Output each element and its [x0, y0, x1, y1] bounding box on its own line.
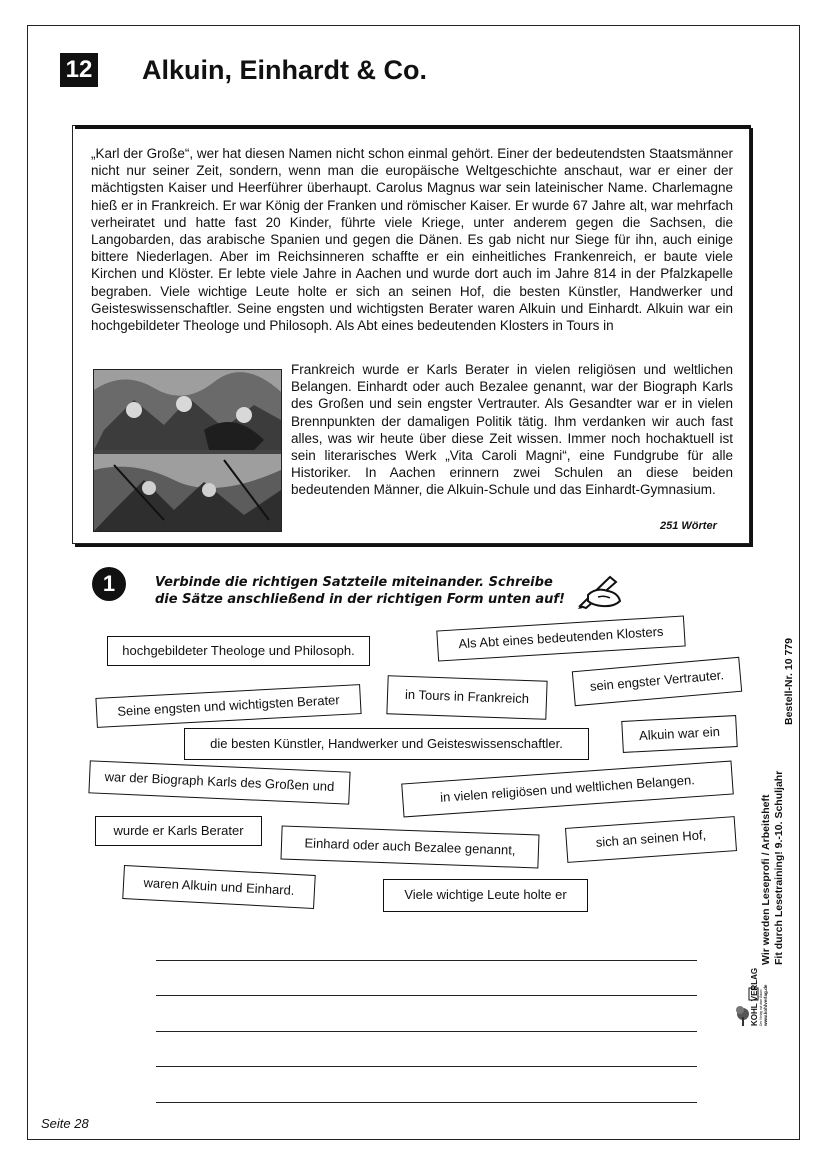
medieval-illustration: [93, 369, 282, 532]
page-number: Seite 28: [41, 1116, 89, 1131]
sentence-strip[interactable]: Viele wichtige Leute holte er: [383, 879, 588, 912]
sentence-strip[interactable]: sich an seinen Hof,: [565, 816, 737, 863]
series-line: Wir werden Leseprofi / Arbeitsheft: [760, 794, 772, 965]
series-info: [760, 771, 786, 965]
task-instruction-line: die Sätze anschließend in der richtigen Form unten auf!: [155, 592, 565, 607]
sentence-strip[interactable]: Seine engsten und wichtigsten Berater: [95, 684, 361, 728]
sentence-strip[interactable]: in vielen religiösen und weltlichen Belangen.: [401, 760, 734, 817]
writing-hand-icon: [574, 573, 624, 609]
sentence-strip[interactable]: hochgebildeter Theologe und Philosoph.: [107, 636, 370, 666]
page-title: Alkuin, Einhardt & Co.: [142, 55, 428, 85]
sentence-strip[interactable]: Als Abt eines bedeutenden Klosters: [436, 615, 685, 661]
answer-line[interactable]: [156, 1102, 697, 1103]
answer-line[interactable]: [156, 1031, 697, 1032]
text-box-top-bar: [75, 125, 751, 129]
task-instruction-line: Verbinde die richtigen Satzteile miteinander. Schreibe: [155, 575, 553, 590]
publisher-slogan: Der Verlag mit dem Baum: [759, 989, 763, 1026]
publisher-url: www.kohlverlag.de: [763, 984, 768, 1026]
sentence-strip[interactable]: war der Biograph Karls des Großen und: [88, 760, 350, 804]
sentence-strip[interactable]: wurde er Karls Berater: [95, 816, 262, 846]
series-line: Fit durch Lesetraining! 9.-10. Schuljahr: [773, 770, 785, 965]
reading-paragraph-top: „Karl der Große“, wer hat diesen Namen nicht schon einmal gehört. Einer der bedeutendsten Staatsmänner nicht nur seiner Zeit, sondern, wenn man die europäische Weltgeschichte anschaut, war er einer der mächtigsten Kaiser und Heerführer überhaupt. Carolus Magnus war sein lateinischer Name. Charlemagne hieß er in Frankreich. Er war König der Franken und römischer Kaiser. Er wurde 67 Jahre alt, war mehrfach verheiratet und hatte fast 20 Kinder, führte viele Kriege, unter anderem gegen die Sachsen, die Langobarden, das arabische Spanien und gegen die Dänen. Es gab nicht nur Siege für ihn, auch einige bittere Niederlagen. Aber im Reichsinneren schaffte er ein einheitliches Frankenreich, er baute viele Kirchen und Klöster. Er lebte viele Jahre in Aachen und wurde dort auch im Jahre 814 in der Pfalzkapelle begraben. Viele wichtige Leute holte er sich an seinen Hof, die besten Künstler, Handwerker und Geisteswissenschaftler. Seine engsten und wichtigsten Berater waren Alkuin und Einhardt. Alkuin war ein hochgebildeter Theologe und Philosoph. Als Abt eines bedeutenden Klosters in Tours in: [91, 146, 733, 334]
answer-line[interactable]: [156, 995, 697, 996]
task-number: 1: [92, 567, 126, 601]
reading-paragraph-wrap: Frankreich wurde er Karls Berater in vielen religiösen und weltlichen Belangen. Einhardt oder auch Bezalee genannt, war der Biograph Karls des Großen und sein engster Vertrauter. Als Gesandter war er in vielen Brennpunkten der damaligen Politik tätig. Ihm verdanken wir auch fast alles, was wir heute über diese Zeit wissen. Immer noch hochaktuell ist sein literarisches Werk „Vita Caroli Magni“, eine Fundgrube für alle Historiker. In Aachen erinnern zwei Schulen an diese beiden bedeutenden Männer, die Alkuin-Schule und das Einhardt-Gymnasium.: [291, 362, 733, 498]
sentence-strip[interactable]: die besten Künstler, Handwerker und Geisteswissenschaftler.: [184, 728, 589, 760]
worksheet-number: 12: [60, 53, 98, 87]
task-instruction: [155, 574, 565, 608]
sentence-strip[interactable]: waren Alkuin und Einhard.: [122, 865, 316, 909]
publisher-name: KOHL VERLAG: [750, 967, 759, 1026]
answer-line[interactable]: [156, 960, 697, 961]
order-number: Bestell-Nr. 10 779: [783, 638, 795, 725]
sentence-strip[interactable]: Alkuin war ein: [621, 715, 738, 753]
publisher-logo: [735, 962, 767, 1028]
sentence-strip[interactable]: Einhard oder auch Bezalee genannt,: [280, 826, 539, 869]
word-count: 251 Wörter: [660, 520, 717, 532]
sentence-strip[interactable]: sein engster Vertrauter.: [572, 657, 742, 707]
answer-line[interactable]: [156, 1066, 697, 1067]
sentence-strip[interactable]: in Tours in Frankreich: [386, 675, 547, 720]
